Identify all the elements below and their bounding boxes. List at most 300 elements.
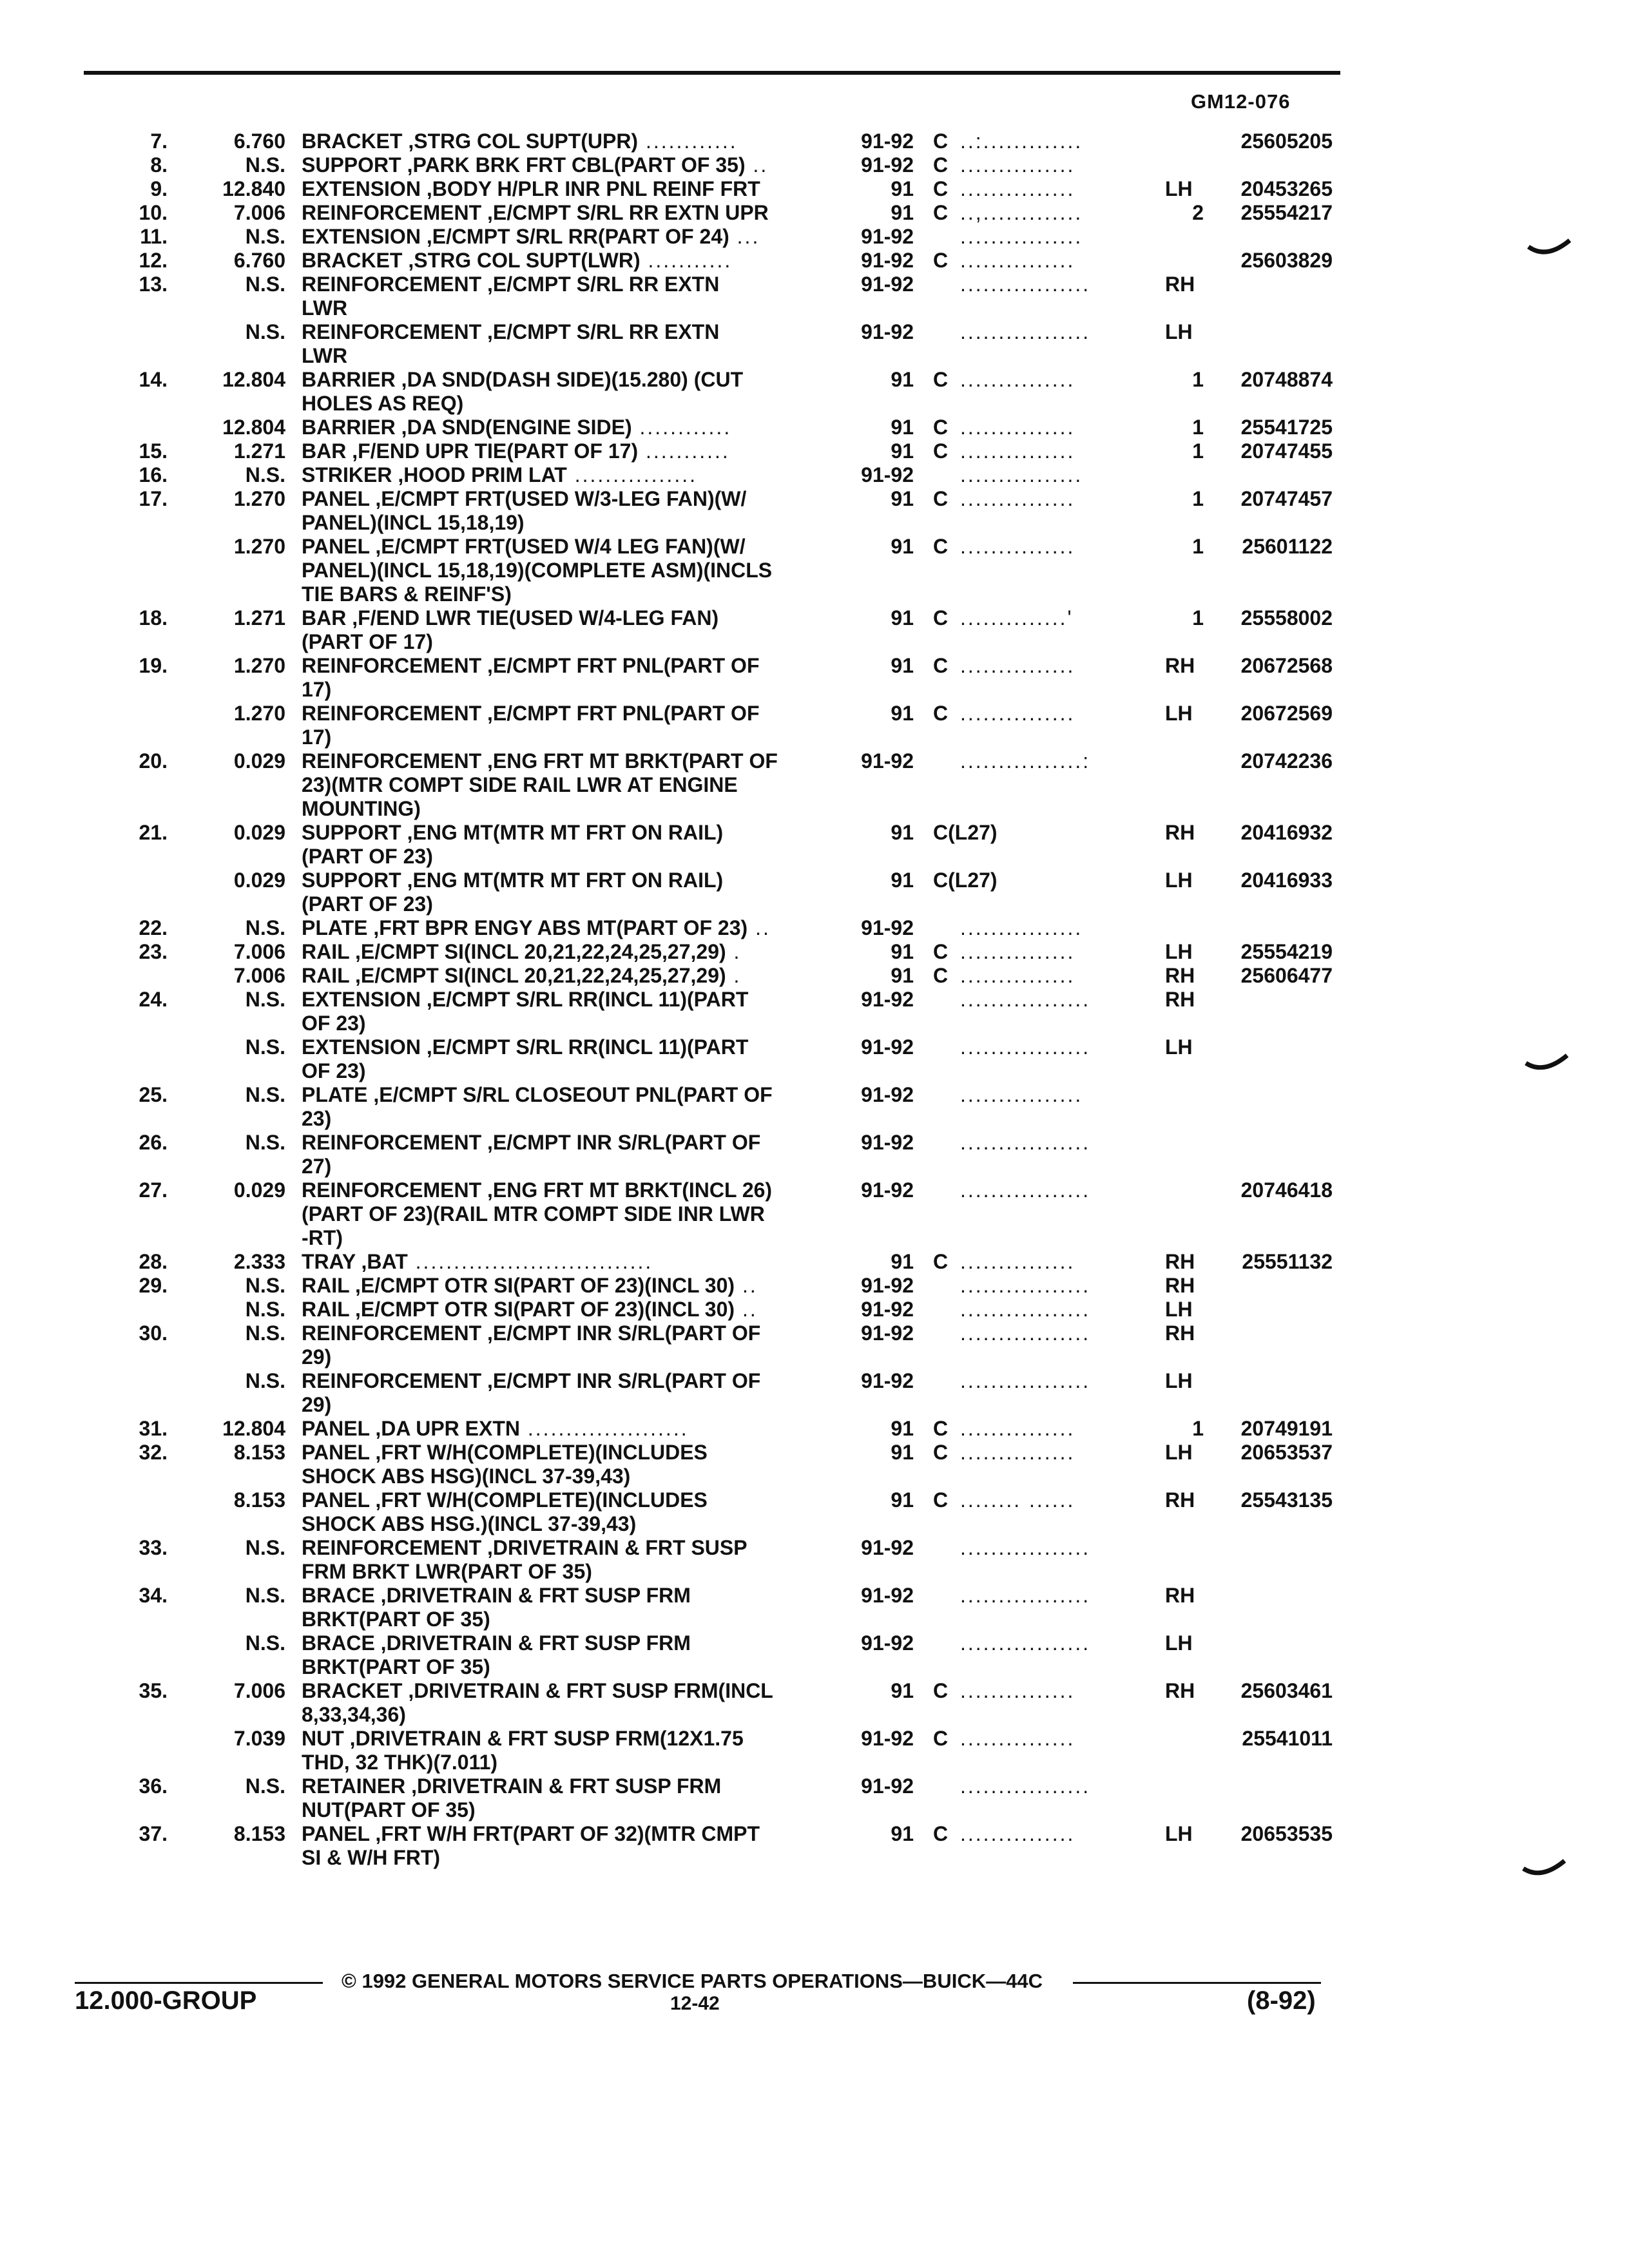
item-number: 24. [139,988,168,1011]
part-description [302,1131,760,1155]
part-detail: 27) [302,1155,332,1178]
part-name: RAIL [302,964,350,987]
part-detail: SHOCK ABS HSG)(INCL 37-39,43) [302,1465,631,1488]
part-description [302,511,525,535]
part-row [0,225,1629,249]
leader-dots: ................. [960,1298,1091,1321]
item-number: 22. [139,916,168,939]
part-description [302,1727,744,1751]
part-row [0,439,1629,463]
part-row [0,487,1629,511]
description-dots: . [726,964,742,987]
group-number: N.S. [245,320,285,343]
item-number: 29. [139,1274,168,1297]
part-description [302,869,723,892]
footer-rule-left [75,1982,323,1984]
part-description [302,916,771,940]
part-row [0,1393,1629,1417]
part-description [302,1441,708,1465]
part-name: BAR [302,606,347,629]
model-year: 91 [891,606,914,629]
part-detail: 17) [302,726,332,749]
part-row [0,130,1629,153]
item-number: 8. [150,153,168,177]
part-detail: ,DRIVETRAIN & FRT SUSP FRM [374,1584,691,1607]
usage-code: C [933,1727,949,1750]
quantity: 1 [1192,487,1204,510]
model-year: 91-92 [861,1178,914,1202]
part-row [0,535,1629,559]
part-detail: ,E/CMPT FRT(USED W/3-LEG FAN)(W/ [369,487,747,510]
model-year: 91-92 [861,916,914,939]
part-detail: ,ENG FRT MT BRKT(PART OF [481,749,778,773]
part-name: PANEL [302,1417,370,1440]
leader-dots: ................ [960,1083,1083,1106]
page-code: GM12-076 [1191,90,1291,113]
part-detail: ,E/CMPT S/RL CLOSEOUT PNL(PART OF [367,1083,773,1106]
quantity: 2 [1192,201,1204,224]
side-code: LH [1165,940,1193,963]
part-number: 25558002 [1240,606,1333,629]
part-number: 25554219 [1240,940,1333,963]
part-row [0,1321,1629,1345]
item-number: 33. [139,1536,168,1559]
item-number: 27. [139,1178,168,1202]
part-description [302,1083,773,1107]
model-year: 91 [891,940,914,963]
part-number: 25541725 [1240,416,1333,439]
model-year: 91 [891,1822,914,1845]
leader-dots: ................. [960,273,1091,296]
part-name: REINFORCEMENT [302,1178,482,1202]
side-code: LH [1165,1035,1193,1059]
leader-dots: ........ ...... [960,1488,1075,1512]
part-row [0,1012,1629,1035]
part-number: 20653535 [1240,1822,1333,1845]
usage-code: C [933,249,949,272]
part-description [302,1703,406,1727]
group-number: 1.270 [233,654,285,677]
part-number: 25603461 [1240,1679,1333,1702]
quantity: 1 [1192,368,1204,391]
description-dots: .. [735,1298,758,1321]
usage-code: C(L27) [933,821,998,844]
leader-dots: ................ [960,463,1083,486]
part-row [0,1846,1629,1870]
part-number: 25554217 [1240,201,1333,224]
model-year: 91-92 [861,749,914,773]
part-description [302,1465,630,1488]
model-year: 91-92 [861,463,914,486]
side-code: LH [1165,320,1193,343]
part-detail: ,BODY H/PLR INR PNL REINF FRT [420,177,760,200]
part-description [302,940,741,964]
leader-dots: ............... [960,1250,1075,1273]
leader-dots: ................ [960,225,1083,248]
part-name: SUPPORT [302,821,401,844]
part-description [302,1155,331,1178]
leader-dots: ................. [960,1321,1091,1345]
part-detail: LWR [302,296,348,320]
model-year: 91-92 [861,249,914,272]
part-description [302,1751,497,1774]
revision-date: (8-92) [1247,1986,1316,2015]
part-detail: ,E/CMPT SI(INCL 20,21,22,24,25,27,29) [349,940,726,963]
model-year: 91-92 [861,273,914,296]
group-number: 1.271 [233,606,285,629]
part-row [0,1202,1629,1226]
usage-code: C [933,606,949,629]
part-number: 20747455 [1240,439,1333,463]
model-year: 91 [891,416,914,439]
part-name: PANEL [302,535,370,558]
leader-dots: ............... [960,153,1075,177]
part-name: EXTENSION [302,177,421,200]
part-description [302,344,347,368]
part-row [0,1083,1629,1107]
part-row [0,1798,1629,1822]
part-description [302,439,730,463]
group-number: N.S. [245,988,285,1011]
part-description [302,296,347,320]
leader-dots: ............... [960,1822,1075,1845]
part-description [302,702,759,726]
part-number: 25551132 [1242,1250,1333,1273]
part-detail: ,PARK BRK FRT CBL(PART OF 35) [401,153,746,177]
quantity: 1 [1192,535,1204,558]
side-code: RH [1165,654,1195,677]
part-row [0,249,1629,273]
part-row [0,606,1629,630]
part-name: PLATE [302,1083,368,1106]
part-row [0,1774,1629,1798]
part-description [302,1202,765,1226]
part-name: EXTENSION [302,1035,421,1059]
part-number: 20653537 [1240,1441,1333,1464]
part-name: REINFORCEMENT [302,1369,482,1392]
usage-code: C [933,177,949,200]
part-description [302,1059,366,1083]
part-description [302,368,743,392]
usage-code: C [933,439,949,463]
item-number: 37. [139,1822,168,1845]
side-code: RH [1165,1274,1195,1297]
part-description [302,1488,708,1512]
leader-dots: ................. [960,1131,1091,1154]
part-name: REINFORCEMENT [302,702,482,725]
part-description [302,392,463,416]
group-number: N.S. [245,1274,285,1297]
model-year: 91 [891,821,914,844]
part-row [0,869,1629,892]
part-description [302,320,719,344]
part-name: BRACKET [302,249,403,272]
side-code: RH [1165,821,1195,844]
part-row [0,1631,1629,1655]
part-description [302,1822,760,1846]
part-row [0,1441,1629,1465]
part-row [0,654,1629,678]
description-dots: . [726,940,742,963]
usage-code: C [933,1417,949,1440]
part-description [302,1584,691,1608]
part-name: BRACKET [302,1679,403,1702]
part-name: SUPPORT [302,869,401,892]
part-description [302,1774,721,1798]
part-row [0,726,1629,749]
model-year: 91 [891,869,914,892]
usage-code: C [933,368,949,391]
part-number: 20672568 [1240,654,1333,677]
part-detail: (PART OF 23)(RAIL MTR COMPT SIDE INR LWR [302,1202,765,1225]
leader-dots: ............... [960,1679,1075,1702]
model-year: 91-92 [861,130,914,153]
side-code: RH [1165,1584,1195,1607]
part-row [0,916,1629,940]
part-name: TRAY [302,1250,356,1273]
part-row [0,582,1629,606]
part-description [302,892,433,916]
side-code: LH [1165,702,1193,725]
side-code: RH [1165,1250,1195,1273]
usage-code: C [933,1679,949,1702]
part-name: RETAINER [302,1774,406,1798]
side-code: LH [1165,1441,1193,1464]
part-row [0,559,1629,582]
part-row [0,1679,1629,1703]
part-detail: OF 23) [302,1012,366,1035]
part-description [302,487,746,511]
item-number: 14. [139,368,168,391]
part-row [0,1751,1629,1774]
leader-dots: ............... [960,702,1075,725]
part-description [302,797,421,821]
side-code: LH [1165,869,1193,892]
part-name: REINFORCEMENT [302,749,482,773]
group-number: 1.270 [233,702,285,725]
model-year: 91 [891,201,914,224]
part-number: 20746418 [1240,1178,1333,1202]
usage-code: C [933,1822,949,1845]
part-description [302,964,741,988]
group-number: N.S. [245,153,285,177]
leader-dots: ................. [960,320,1091,343]
part-detail: ,E/CMPT FRT(USED W/4 LEG FAN)(W/ [369,535,746,558]
group-number: N.S. [245,273,285,296]
part-row [0,1274,1629,1298]
part-detail: ,FRT BPR ENGY ABS MT(PART OF 23) [367,916,748,939]
top-rule [84,71,1340,75]
group-number: 12.804 [222,416,285,439]
part-description [302,535,746,559]
part-detail: ,FRT W/H(COMPLETE)(INCLUDES [369,1488,708,1512]
item-number: 21. [139,821,168,844]
part-description [302,463,697,487]
part-description [302,1846,440,1870]
part-description [302,845,433,869]
part-row [0,821,1629,845]
usage-code: C [933,201,949,224]
model-year: 91 [891,1417,914,1440]
part-description [302,1560,592,1584]
side-code: RH [1165,964,1195,987]
leader-dots: ..............' [960,606,1074,629]
part-description [302,130,738,153]
item-number: 19. [139,654,168,677]
side-code: LH [1165,1631,1193,1655]
model-year: 91 [891,487,914,510]
leader-dots: ................. [960,1536,1091,1559]
item-number: 32. [139,1441,168,1464]
footer-rule-right [1073,1982,1321,1984]
leader-dots: ................. [960,988,1091,1011]
part-row [0,368,1629,392]
model-year: 91-92 [861,1083,914,1106]
part-description [302,1798,476,1822]
part-name: PANEL [302,1441,370,1464]
leader-dots: ..:............. [960,130,1083,153]
part-detail: ,E/CMPT S/RL RR EXTN [481,273,720,296]
description-dots: ... [729,225,760,248]
leader-dots: ............... [960,368,1075,391]
item-number: 9. [150,177,168,200]
part-detail: ,FRT W/H FRT(PART OF 32)(MTR CMPT [369,1822,760,1845]
part-name: PANEL [302,1488,370,1512]
usage-code: C [933,654,949,677]
group-number: 7.006 [233,940,285,963]
leader-dots: ................. [960,1631,1091,1655]
part-detail: ,E/CMPT INR S/RL(PART OF [481,1369,761,1392]
model-year: 91-92 [861,225,914,248]
part-row [0,1822,1629,1846]
part-number: 25606477 [1240,964,1333,987]
part-detail: 23) [302,1107,332,1130]
item-number: 23. [139,940,168,963]
part-detail: ,E/CMPT SI(INCL 20,21,22,24,25,27,29) [349,964,726,987]
part-detail: ,E/CMPT S/RL RR(INCL 11)(PART [420,1035,749,1059]
part-detail: ,E/CMPT FRT PNL(PART OF [481,654,760,677]
parts-list [0,130,1629,1870]
usage-code: C [933,1488,949,1512]
group-number: N.S. [245,916,285,939]
part-number: 25603829 [1240,249,1333,272]
part-detail: LWR [302,344,348,367]
description-dots: ........... [640,249,733,272]
item-number: 16. [139,463,168,486]
part-name: RAIL [302,1274,350,1297]
part-detail: ,BAT [355,1250,408,1273]
group-number: 6.760 [233,249,285,272]
model-year: 91-92 [861,1298,914,1321]
quantity: 1 [1192,606,1204,629]
item-number: 20. [139,749,168,773]
side-code: RH [1165,1488,1195,1512]
model-year: 91 [891,1441,914,1464]
part-description [302,1369,760,1393]
part-row [0,1178,1629,1202]
side-code: RH [1165,273,1195,296]
part-name: BARRIER [302,416,396,439]
description-dots: ........... [638,439,730,463]
usage-code: C [933,487,949,510]
part-row [0,273,1629,296]
part-detail: ,ENG MT(MTR MT FRT ON RAIL) [401,869,724,892]
part-detail: ,STRG COL SUPT(LWR) [402,249,641,272]
part-description [302,1274,758,1298]
part-detail: FRM BRKT LWR(PART OF 35) [302,1560,592,1583]
part-detail: 29) [302,1393,332,1416]
part-description [302,1250,653,1274]
leader-dots: ............... [960,535,1075,558]
part-detail: OF 23) [302,1059,366,1082]
model-year: 91-92 [861,1584,914,1607]
usage-code: C(L27) [933,869,998,892]
usage-code: C [933,130,949,153]
part-detail: ,DRIVETRAIN & FRT SUSP FRM(12X1.75 [343,1727,744,1750]
part-description [302,1417,689,1441]
model-year: 91-92 [861,1035,914,1059]
part-row [0,511,1629,535]
part-name: RAIL [302,1298,350,1321]
part-description [302,654,759,678]
part-row [0,1059,1629,1083]
group-number: N.S. [245,1536,285,1559]
description-dots: .. [747,916,771,939]
leader-dots: ................. [960,1274,1091,1297]
part-number: 20416933 [1240,869,1333,892]
part-name: SUPPORT [302,153,401,177]
part-row [0,1703,1629,1727]
item-number: 34. [139,1584,168,1607]
part-description [302,1298,758,1321]
item-number: 13. [139,273,168,296]
part-description [302,201,769,225]
part-row [0,1608,1629,1631]
item-number: 15. [139,439,168,463]
part-number: 25605205 [1240,130,1333,153]
part-row [0,1250,1629,1274]
part-row [0,1417,1629,1441]
part-row [0,296,1629,320]
part-row [0,630,1629,654]
model-year: 91 [891,177,914,200]
description-dots: .. [745,153,769,177]
part-description [302,821,723,845]
part-row [0,1584,1629,1608]
part-name: BARRIER [302,368,396,391]
model-year: 91 [891,1250,914,1273]
item-number: 12. [139,249,168,272]
part-name: PANEL [302,487,370,510]
part-description [302,249,732,273]
part-name: REINFORCEMENT [302,273,482,296]
usage-code: C [933,1250,949,1273]
model-year: 91-92 [861,1274,914,1297]
part-description [302,988,748,1012]
part-row [0,845,1629,869]
leader-dots: ............... [960,487,1075,510]
part-row [0,1655,1629,1679]
model-year: 91 [891,535,914,558]
part-name: EXTENSION [302,988,421,1011]
quantity: 1 [1192,416,1204,439]
part-description [302,630,433,654]
part-row [0,320,1629,344]
part-description [302,273,719,296]
quantity: 1 [1192,439,1204,463]
group-number: 8.153 [233,1822,285,1845]
part-row [0,964,1629,988]
